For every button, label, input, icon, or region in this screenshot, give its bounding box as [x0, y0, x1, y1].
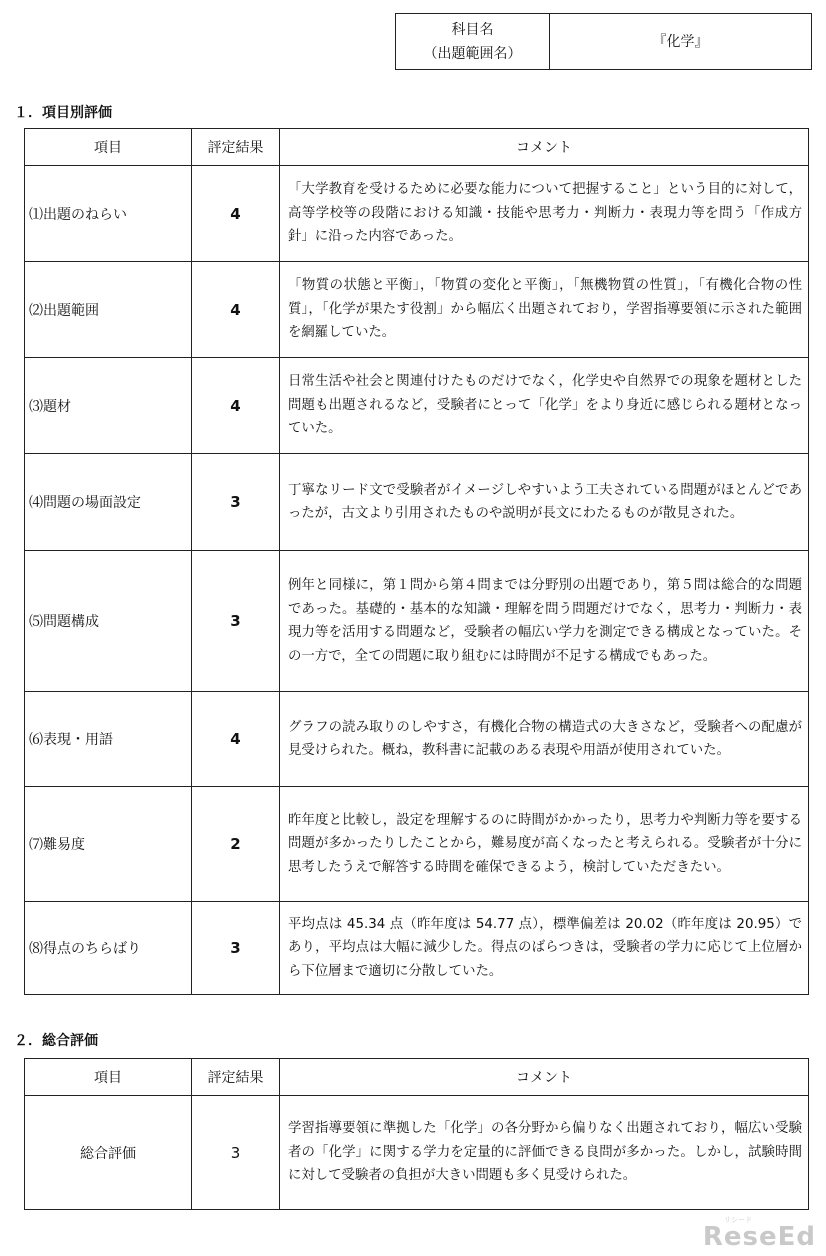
row-item: ⑸問題構成: [25, 551, 192, 692]
row-grade: 4: [192, 692, 280, 787]
item-evaluation-table: [24, 128, 809, 995]
section1-heading: １．項目別評価: [14, 105, 112, 121]
row-comment: 昨年度と比較し，設定を理解するのに時間がかかったり，思考力や判断力等を要する問題が多かったりしたことから，難易度が高くなったと考えられる。受験者が十分に思考したうえで解答する時間を確保できるよう，検討していただきたい。: [280, 787, 809, 902]
header-item: 項目: [25, 1059, 192, 1096]
section2-heading: ２．総合評価: [14, 1033, 98, 1049]
header-grade: 評定結果: [192, 129, 280, 166]
table-row: [25, 1096, 809, 1210]
table-row: [25, 787, 809, 902]
row-comment: 「物質の状態と平衡」，「物質の変化と平衡」，「無機物質の性質」，「有機化合物の性質」，「化学が果たす役割」から幅広く出題されており，学習指導要領に示された範囲を網羅していた。: [280, 262, 809, 358]
table-row: [25, 454, 809, 551]
table-row: [25, 692, 809, 787]
overall-evaluation-table: [24, 1058, 809, 1210]
table-row: [25, 262, 809, 358]
subject-table: [395, 13, 812, 70]
row-item: ⑵出題範囲: [25, 262, 192, 358]
header-comment: コメント: [280, 1059, 809, 1096]
row-grade: 4: [192, 262, 280, 358]
subject-value: 『化学』: [550, 14, 812, 70]
row-grade: 4: [192, 166, 280, 262]
row-item: ⑹表現・用語: [25, 692, 192, 787]
subject-label-cell: [396, 14, 550, 70]
row-item: ⑷問題の場面設定: [25, 454, 192, 551]
row-grade: 3: [192, 902, 280, 995]
header-grade: 評定結果: [192, 1059, 280, 1096]
table-row: [25, 551, 809, 692]
row-item: ⑻得点のちらばり: [25, 902, 192, 995]
row-grade: 4: [192, 358, 280, 454]
row-comment: 例年と同様に，第１問から第４問までは分野別の出題であり，第５問は総合的な問題であった。基礎的・基本的な知識・理解を問う問題だけでなく，思考力・判断力・表現力等を活用する問題など，受験者の幅広い学力を測定できる構成となっていた。その一方で，全ての問題に取り組むには時間が不足する構成でもあった。: [280, 551, 809, 692]
row-comment: グラフの読み取りのしやすさ，有機化合物の構造式の大きさなど，受験者への配慮が見受けられた。概ね，教科書に記載のある表現や用語が使用されていた。: [280, 692, 809, 787]
row-comment: 日常生活や社会と関連付けたものだけでなく，化学史や自然界での現象を題材とした問題も出題されるなど，受験者にとって「化学」をより身近に感じられる題材となっていた。: [280, 358, 809, 454]
watermark-logo: ReseEd: [702, 1222, 816, 1252]
row-comment: 学習指導要領に準拠した「化学」の各分野から偏りなく出題されており，幅広い受験者の「化学」に関する学力を定量的に評価できる良問が多かった。しかし，試験時間に対して受験者の負担が大きい問題も多く見受けられた。: [280, 1096, 809, 1210]
header-comment: コメント: [280, 129, 809, 166]
table-header-row: [25, 129, 809, 166]
row-grade: 2: [192, 787, 280, 902]
row-comment: 「大学教育を受けるために必要な能力について把握すること」という目的に対して，高等学校等の段階における知識・技能や思考力・判断力・表現力等を問う「作成方針」に沿った内容であった。: [280, 166, 809, 262]
row-comment: 丁寧なリード文で受験者がイメージしやすいよう工夫されている問題がほとんどであったが，古文より引用されたものや説明が長文にわたるものが散見された。: [280, 454, 809, 551]
subject-label-line1: 科目名: [451, 21, 494, 38]
table-row: [25, 902, 809, 995]
watermark-ruby: リシード: [724, 1216, 752, 1224]
header-item: 項目: [25, 129, 192, 166]
table-row: [25, 358, 809, 454]
table-row: [25, 166, 809, 262]
row-item: ⑶題材: [25, 358, 192, 454]
row-item: ⑺難易度: [25, 787, 192, 902]
row-item: 総合評価: [25, 1096, 192, 1210]
table-header-row: [25, 1059, 809, 1096]
row-comment: 平均点は 45.34 点（昨年度は 54.77 点），標準偏差は 20.02（昨年度は 20.95）であり，平均点は大幅に減少した。得点のばらつきは，受験者の学力に応じて上位層から下位層まで適切に分散していた。: [280, 902, 809, 995]
row-item: ⑴出題のねらい: [25, 166, 192, 262]
subject-label-line2: （出題範囲名）: [423, 45, 522, 62]
row-grade: 3: [192, 551, 280, 692]
row-grade: 3: [192, 1096, 280, 1210]
row-grade: 3: [192, 454, 280, 551]
